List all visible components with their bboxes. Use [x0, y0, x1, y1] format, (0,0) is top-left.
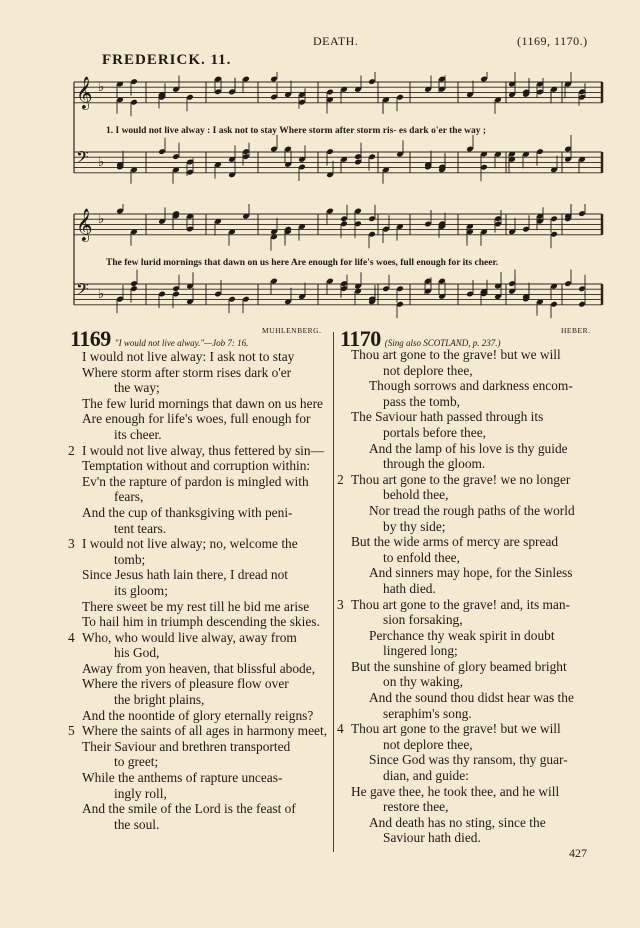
verse-line	[337, 815, 605, 831]
verse-text: to greet;	[114, 754, 159, 770]
verse-text: its gloom;	[114, 582, 168, 598]
verse-number: 3	[68, 536, 75, 552]
verse-text: Who, who would live alway, away from	[82, 629, 297, 645]
verse-line	[337, 425, 605, 441]
verse-line	[337, 472, 605, 488]
verse-text: I would not live alway: I ask not to stay	[82, 349, 295, 364]
verse-line	[337, 550, 605, 566]
verse-line	[337, 456, 605, 472]
verse-text: Where the saints of all ages in harmony meet,	[82, 723, 328, 739]
verse-line	[68, 583, 334, 599]
verse-line	[68, 505, 334, 521]
verse-text: the soul.	[114, 816, 160, 832]
verse-line	[68, 536, 334, 552]
verse-text: And the lamp of his love is thy guide	[369, 440, 568, 456]
verse-line	[337, 659, 605, 675]
verse-number: 2	[68, 442, 75, 458]
hymn-1170-author: HEBER.	[561, 326, 591, 335]
verse-text: by thy side;	[383, 518, 446, 534]
verse-text: But the wide arms of mercy are spread	[351, 534, 559, 550]
verse-text: the way;	[114, 380, 160, 396]
verse-text: And death has no sting, since the	[369, 814, 546, 830]
verse-line	[337, 581, 605, 597]
flat-icon: ♭	[98, 154, 105, 169]
verse-line	[337, 690, 605, 706]
verse-line	[68, 614, 334, 630]
verse-text: Temptation without and corruption within:	[82, 458, 311, 474]
verse-text: And the smile of the Lord is the feast of	[82, 801, 296, 817]
verse-line	[337, 378, 605, 394]
verse-line	[337, 737, 605, 753]
verse-text: But the sunshine of glory beamed bright	[351, 658, 567, 674]
verse-text: fears,	[114, 489, 144, 505]
verse-line	[337, 628, 605, 644]
verse-number: 4	[68, 629, 75, 645]
verse-text: Though sorrows and darkness encom-	[369, 378, 573, 394]
verse-line	[337, 643, 605, 659]
verse-line	[68, 676, 334, 692]
hymn-subtitle: "I would not live alway."—Job 7: 16.	[114, 338, 249, 348]
hymn-subtitle: (Sing also SCOTLAND, p. 237.)	[384, 338, 501, 348]
verse-line	[337, 394, 605, 410]
verse-line	[68, 708, 334, 724]
verse-text: lingered long;	[383, 643, 458, 659]
verse-line	[337, 612, 605, 628]
verse-text: And sinners may hope, for the Sinless	[369, 565, 573, 581]
verse-line	[68, 380, 334, 396]
verse-line	[68, 567, 334, 583]
bass-clef-icon: 𝄢	[76, 279, 89, 303]
verse-line	[337, 706, 605, 722]
verse-line	[337, 674, 605, 690]
verse-line	[68, 754, 334, 770]
verse-text: restore thee,	[383, 799, 449, 815]
verse-text: not deplore thee,	[383, 736, 473, 752]
verse-text: I would not live alway, thus fettered by sin—	[82, 442, 324, 458]
treble-clef-icon: 𝄞	[76, 76, 93, 109]
verse-line	[68, 599, 334, 615]
verse-line	[337, 799, 605, 815]
verse-line	[337, 363, 605, 379]
verse-line	[68, 692, 334, 708]
verse-text: Since God was thy ransom, thy guar-	[369, 752, 568, 768]
flat-icon: ♭	[98, 79, 105, 94]
verse-line	[68, 349, 334, 365]
treble-clef-icon: 𝄞	[76, 208, 93, 241]
verse-line	[337, 830, 605, 846]
verse-line	[68, 739, 334, 755]
hymn-1169-author: MUHLENBERG.	[262, 326, 322, 335]
verse-text: pass the tomb,	[383, 393, 460, 409]
verse-line	[337, 519, 605, 535]
verse-line	[68, 801, 334, 817]
flat-icon: ♭	[98, 286, 105, 301]
verse-line	[68, 396, 334, 412]
verse-text: behold thee,	[383, 487, 449, 503]
verse-line	[68, 817, 334, 833]
verse-line	[68, 521, 334, 537]
page-number: 427	[569, 846, 587, 860]
verse-text: Ev'n the rapture of pardon is mingled with	[82, 473, 309, 489]
hymn-1170-verses	[337, 347, 605, 846]
verse-text: portals before thee,	[383, 424, 486, 440]
verse-line	[68, 770, 334, 786]
verse-text: tomb;	[114, 551, 146, 567]
verse-text: its cheer.	[114, 426, 162, 442]
verse-number: 3	[337, 596, 344, 612]
verse-text: Perchance thy weak spirit in doubt	[369, 627, 555, 643]
verse-text: The few lurid mornings that dawn on us here	[82, 395, 323, 411]
verse-text: Thou art gone to the grave! we no longer	[351, 471, 571, 487]
verse-text: While the anthems of rapture unceas-	[82, 770, 283, 786]
verse-line	[68, 661, 334, 677]
verse-line	[68, 411, 334, 427]
verse-line	[68, 458, 334, 474]
music-lyric-line-1: 1. I would not live alway : I ask not to stay Where storm after storm ris- es dark o'er the way ;	[106, 126, 487, 136]
verse-text: on thy waking,	[383, 674, 463, 690]
verse-line	[337, 721, 605, 737]
verse-line	[68, 645, 334, 661]
verse-number: 2	[337, 471, 344, 487]
verse-text: not deplore thee,	[383, 362, 473, 378]
verse-number: 5	[68, 723, 75, 739]
verse-line	[68, 427, 334, 443]
music-lyric-line-2: The few lurid mornings that dawn on us here Are enough for life's woes, full enough for its cheer.	[106, 258, 499, 268]
verse-text: There sweet be my rest till he bid me arise	[82, 598, 310, 614]
verse-line	[68, 443, 334, 459]
hymn-number: 1170	[340, 326, 381, 351]
verse-text: seraphim's song.	[383, 705, 472, 721]
verse-text: Their Saviour and brethren transported	[82, 738, 291, 754]
verse-line	[337, 752, 605, 768]
running-header-section: DEATH.	[313, 34, 359, 48]
verse-text: And the noontide of glory eternally reigns?	[82, 707, 314, 723]
verse-line	[337, 534, 605, 550]
verse-line	[337, 784, 605, 800]
verse-line	[337, 347, 605, 363]
verse-text: I would not live alway; no, welcome the	[82, 536, 298, 552]
verse-line	[68, 365, 334, 381]
verse-text: Nor tread the rough paths of the world	[369, 502, 575, 518]
verse-text: Away from yon heaven, that blissful abode,	[82, 660, 316, 676]
verse-text: Thou art gone to the grave! but we will	[351, 721, 561, 737]
tune-name: FREDERICK. 11.	[102, 52, 232, 68]
verse-line	[337, 409, 605, 425]
verse-line	[68, 474, 334, 490]
verse-text: Where storm after storm rises dark o'er	[82, 364, 292, 380]
verse-line	[68, 489, 334, 505]
verse-text: And the sound thou didst hear was the	[369, 690, 574, 706]
flat-icon: ♭	[98, 211, 105, 226]
verse-text: his God,	[114, 645, 160, 661]
verse-line	[337, 503, 605, 519]
verse-text: tent tears.	[114, 520, 167, 536]
verse-text: sion forsaking,	[383, 612, 463, 628]
running-header-range: (1169, 1170.)	[517, 34, 588, 48]
verse-text: the bright plains,	[114, 692, 205, 708]
verse-number: 4	[337, 721, 344, 737]
verse-text: dian, and guide:	[383, 768, 469, 784]
verse-line	[337, 565, 605, 581]
verse-text: Saviour hath died.	[383, 830, 481, 846]
verse-text: And the cup of thanksgiving with peni-	[82, 504, 293, 520]
verse-text: to enfold thee,	[383, 549, 460, 565]
verse-line	[68, 723, 334, 739]
hymn-1169-verses	[68, 349, 334, 832]
verse-text: Thou art gone to the grave! but we will	[351, 347, 561, 362]
verse-line	[68, 552, 334, 568]
hymn-number: 1169	[70, 326, 111, 351]
verse-text: ingly roll,	[114, 785, 167, 801]
bass-clef-icon: 𝄢	[76, 147, 89, 171]
verse-line	[68, 630, 334, 646]
verse-text: To hail him in triumph descending the skies.	[82, 614, 320, 630]
verse-text: He gave thee, he took thee, and he will	[351, 783, 560, 799]
verse-text: Since Jesus hath lain there, I dread not	[82, 567, 289, 583]
verse-line	[337, 597, 605, 613]
verse-line	[68, 786, 334, 802]
verse-text: Are enough for life's woes, full enough for	[82, 411, 311, 427]
verse-line	[337, 487, 605, 503]
verse-text: through the gloom.	[383, 456, 486, 472]
verse-text: The Saviour hath passed through its	[351, 409, 544, 425]
verse-text: hath died.	[383, 580, 436, 596]
verse-line	[337, 441, 605, 457]
verse-text: Thou art gone to the grave! and, its man-	[351, 596, 571, 612]
verse-text: Where the rivers of pleasure flow over	[82, 676, 289, 692]
verse-line	[337, 768, 605, 784]
